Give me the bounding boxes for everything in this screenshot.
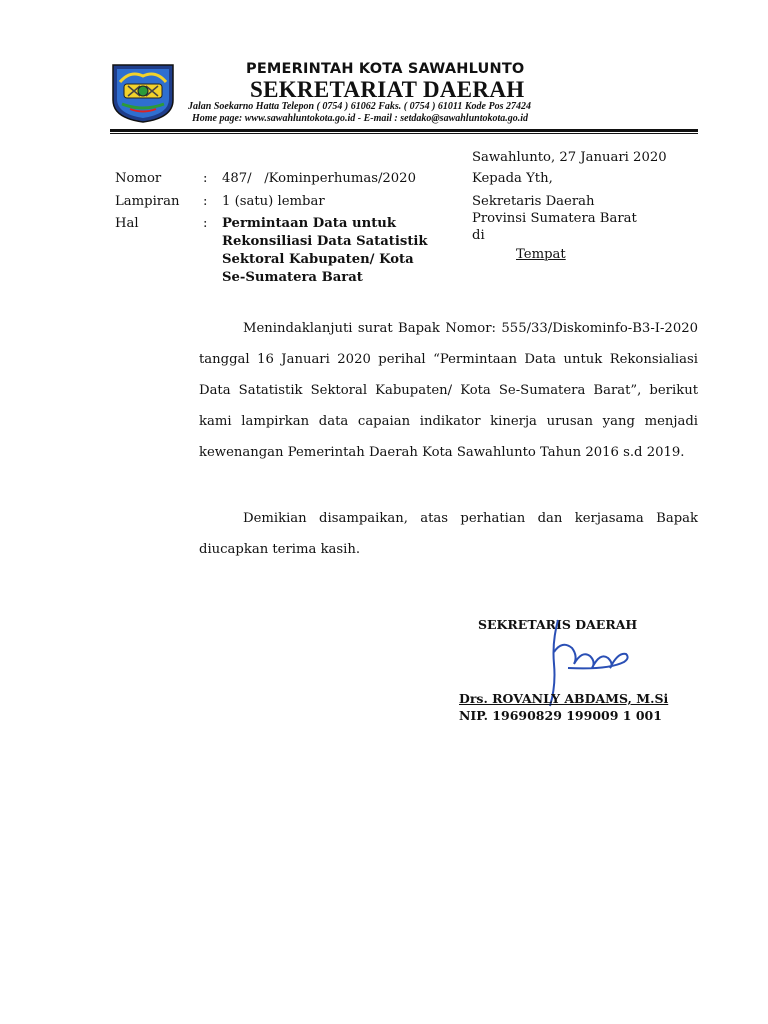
signatory-nip: NIP. 19690829 199009 1 001 bbox=[459, 708, 662, 723]
recipient-di: di bbox=[472, 228, 485, 243]
body-paragraph-1-text: Menindaklanjuti surat Bapak Nomor: 555/33/Diskominfo-B3-I-2020 tanggal 16 Januari 2020 perihal “Permintaan Data untuk Rekonsialiasi Data Satatistik Sektoral Kabupaten/ Kota Se-Sumatera Barat”, berikut kami lampirkan data capaian indikator kinerja urusan yang menjadi kewenangan Pemerintah Daerah Kota Sawahlunto Tahun 2016 s.d 2019. bbox=[199, 321, 698, 460]
body-paragraph-2 bbox=[199, 503, 698, 565]
lampiran-colon: : bbox=[203, 194, 208, 209]
hal-line-4: Se-Sumatera Barat bbox=[222, 270, 363, 285]
letterhead-rule-thick bbox=[110, 129, 698, 132]
hal-line-3: Sektoral Kabupaten/ Kota bbox=[222, 252, 414, 267]
recipient-org: Provinsi Sumatera Barat bbox=[472, 211, 637, 226]
city-crest-logo bbox=[110, 62, 176, 124]
recipient-name: Sekretaris Daerah bbox=[472, 194, 595, 209]
signatory-name: Drs. ROVANLY ABDAMS, M.Si bbox=[459, 691, 669, 706]
signature-title: SEKRETARIS DAERAH bbox=[478, 617, 638, 632]
hal-line-1: Permintaan Data untuk bbox=[222, 216, 397, 231]
body-paragraph-2-text: Demikian disampaikan, atas perhatian dan kerjasama Bapak diucapkan terima kasih. bbox=[199, 511, 698, 557]
body-paragraph-1 bbox=[199, 313, 698, 468]
letterhead-web: Home page: www.sawahluntokota.go.id - E-mail : setdako@sawahluntokota.go.id bbox=[192, 113, 529, 124]
hal-colon: : bbox=[203, 216, 208, 231]
recipient-place: Tempat bbox=[516, 247, 566, 262]
lampiran-value: 1 (satu) lembar bbox=[222, 194, 325, 209]
nomor-colon: : bbox=[203, 171, 208, 186]
recipient-greeting: Kepada Yth, bbox=[472, 171, 553, 186]
letterhead-office: SEKRETARIAT DAERAH bbox=[250, 77, 525, 102]
nomor-value: 487/ /Kominperhumas/2020 bbox=[222, 171, 416, 186]
letter-date: Sawahlunto, 27 Januari 2020 bbox=[472, 150, 667, 165]
hal-line-2: Rekonsiliasi Data Satatistik bbox=[222, 234, 428, 249]
nomor-label: Nomor bbox=[115, 171, 162, 186]
letterhead-government: PEMERINTAH KOTA SAWAHLUNTO bbox=[246, 61, 525, 77]
lampiran-label: Lampiran bbox=[115, 194, 180, 209]
hal-label: Hal bbox=[115, 216, 139, 231]
letterhead-address: Jalan Soekarno Hatta Telepon ( 0754 ) 61062 Faks. ( 0754 ) 61011 Kode Pos 27424 bbox=[188, 101, 531, 112]
letterhead-rule-thin bbox=[110, 133, 698, 134]
